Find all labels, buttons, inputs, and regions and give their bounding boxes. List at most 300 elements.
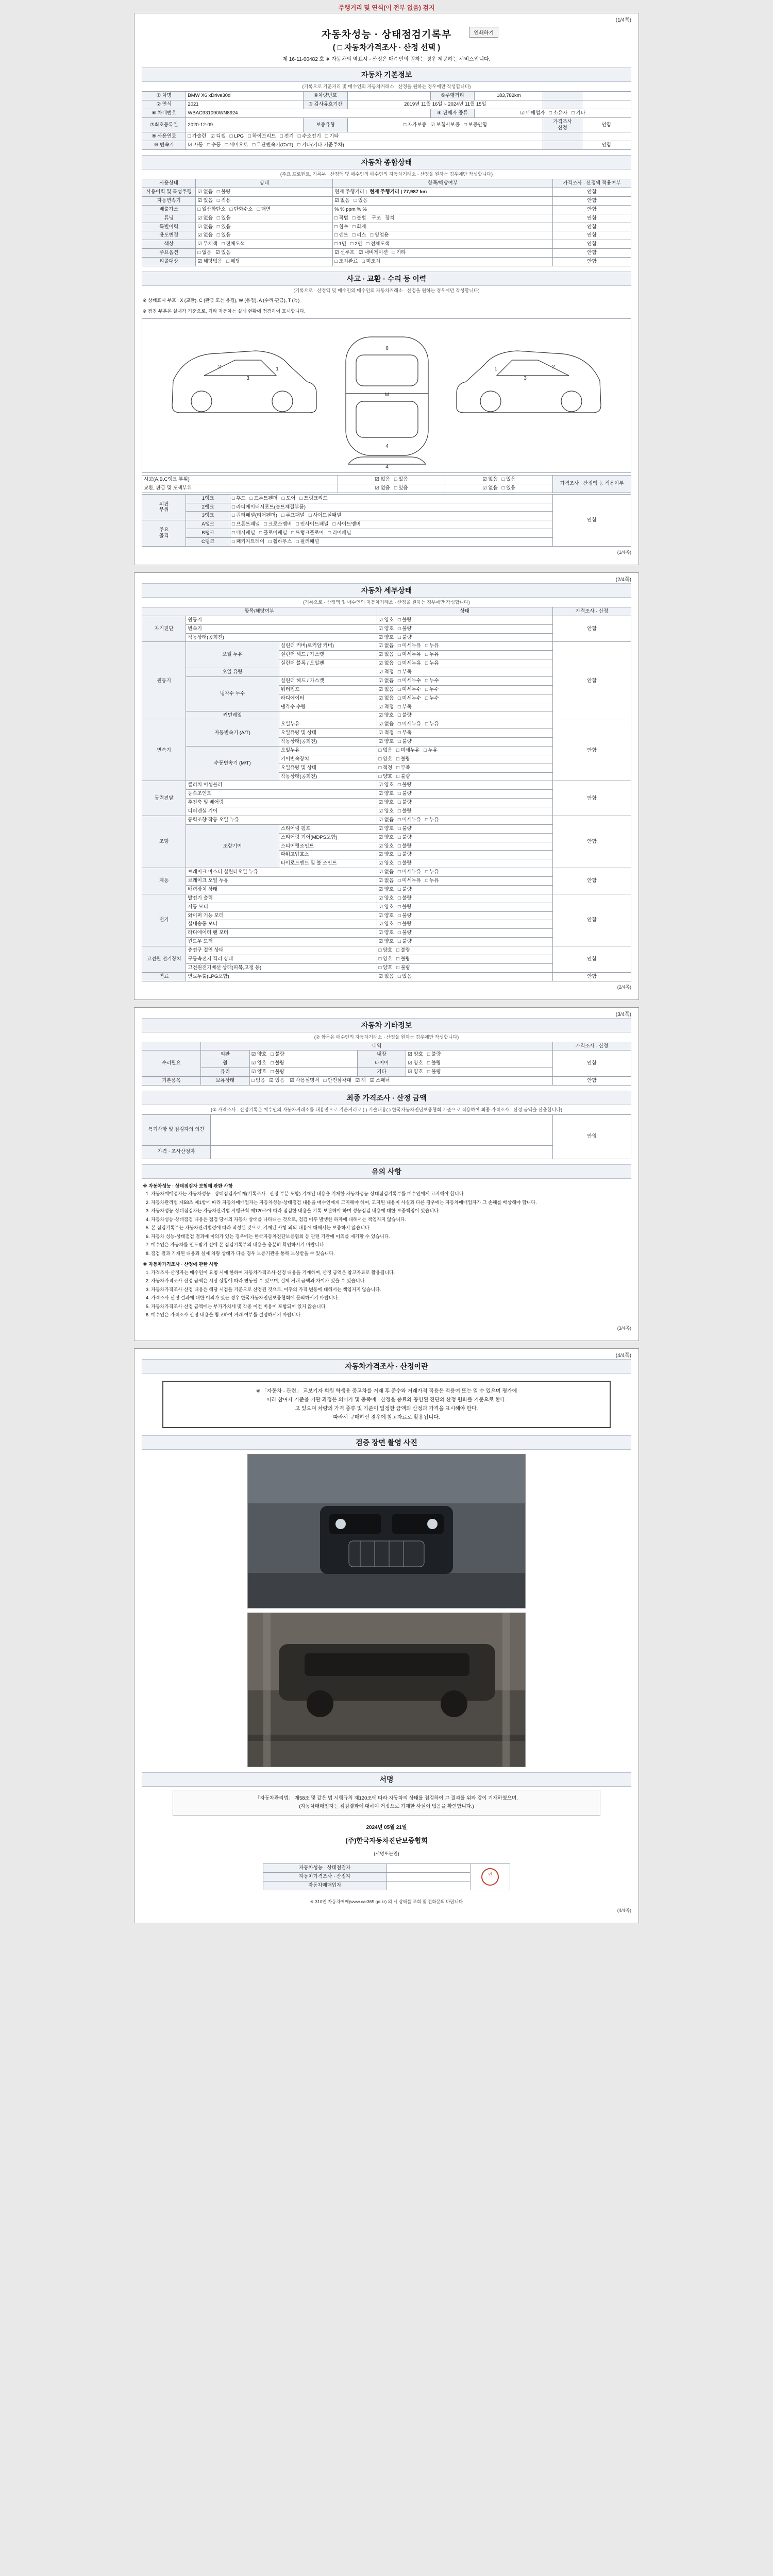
overall-row-8-name: 리콜대상 xyxy=(142,258,196,266)
overall-row-7-name: 주요옵션 xyxy=(142,249,196,258)
page-mark-2: (2/4쪽) xyxy=(615,577,631,583)
row-item: 구동축전지 격리 상태 xyxy=(186,955,377,963)
notice-group-1 xyxy=(142,1179,631,1323)
overall-row-7-c: ☑ 선루프 ☑ 내비게이션 □ 기타 xyxy=(333,249,553,258)
table-row xyxy=(142,196,631,205)
price-appraiser-label: 가격 · 조사산정자 xyxy=(142,1145,211,1159)
price-remark-label: 특기사항 및 점검자의 의견 xyxy=(142,1114,211,1145)
row-checks: ☑ 적정 □ 부족 xyxy=(377,703,553,711)
overall-row-8-d: 안함 xyxy=(553,258,631,266)
notice-line-4: 따라서 구매하신 경우에 참고자료로 활용됩니다. xyxy=(333,1414,440,1420)
row-checks: ☑ 적정 □ 부족 xyxy=(377,729,553,738)
overall-row-0-c: 현재 주행거리 | 현재 주행거리 | 77,987 km xyxy=(333,188,553,197)
firstreg-label: ⑦최초등록일 xyxy=(142,117,186,132)
row-checks: □ 양호 □ 불량 xyxy=(377,963,553,972)
overall-row-2-c: % % ppm % % xyxy=(333,205,553,214)
year-label: ② 연식 xyxy=(142,100,186,109)
model-label: ① 차명 xyxy=(142,92,186,100)
overall-row-4-name: 특별이력 xyxy=(142,223,196,231)
row-sub: 실린더 블록 / 오일팬 xyxy=(279,659,377,668)
notice-item: 3. 자동차가격조사·산정 내용은 해당 시점을 기준으로 산정된 것으로, 이후의 가격 변동에 대해서는 책임지지 않습니다. xyxy=(151,1286,630,1294)
rank-b-items: □ 대시패널 □ 플로어패널 □ 트렁크플로어 □ 리어패널 xyxy=(230,529,552,538)
accident-paint-label: 교환, 판금 및 도색부위 xyxy=(142,484,338,493)
row-item: 배력장치 상태 xyxy=(186,885,377,894)
other-basic-checks: □ 없음 ☑ 있음 ☑ 사용설명서 □ 안전삼각대 ☑ 잭 ☑ 스패너 xyxy=(249,1077,552,1086)
table-row xyxy=(142,894,631,903)
plate-label: ④차량번호 xyxy=(304,92,347,100)
table-row xyxy=(142,188,631,197)
rank-c-label: C랭크 xyxy=(186,538,230,547)
notice-item: 1. 자동차매매업자는 자동차성능 · 상태점검자에게(기록조사 · 산정 부분 포함) 기재된 내용을 기재한 자동차성능·상태점검기록부를 매수인에게 고지해야 합니다. xyxy=(151,1191,630,1198)
sign-row-0-label: 자동차성능 · 상태점검자 xyxy=(263,1863,387,1872)
detail-head-1: 항목/해당여부 xyxy=(142,607,377,616)
other-head-2: 가격조사 · 산정 xyxy=(553,1042,631,1050)
overall-row-1-d: 안함 xyxy=(553,196,631,205)
rank-c-items: □ 패키지트레이 □ 휠하우스 □ 필러패널 xyxy=(230,538,552,547)
notice-group-2-title: ※ 자동차가격조사 · 산정에 관한 사항 xyxy=(143,1262,218,1267)
notice-item: 4. 자동차성능·상태점검 내용은 점검 당시의 자동차 상태를 나타내는 것으로, 점검 이후 발생한 하자에 대해서는 책임지지 않습니다. xyxy=(151,1216,630,1224)
notice-item: 2. 자동차가격조사·산정 금액은 시장 상황에 따라 변동될 수 있으며, 실제 거래 금액과 차이가 있을 수 있습니다. xyxy=(151,1278,630,1285)
row-checks: ☑ 없음 □ 있음 xyxy=(377,972,553,981)
blank-label-2 xyxy=(543,100,582,109)
row-checks: □ 양호 □ 불량 xyxy=(377,955,553,963)
page-footer-4: (4/4쪽) xyxy=(617,1907,631,1913)
group-high-voltage: 고전원 전기장치 xyxy=(142,946,186,973)
table-row xyxy=(142,642,631,651)
accident-paint-check: ☑ 없음 □ 있음 xyxy=(338,484,445,493)
svg-text:4: 4 xyxy=(385,443,389,449)
row-checks: ☑ 양호 □ 불량 xyxy=(377,633,553,642)
transmission-checks: ☑ 자동 □ 수동 □ 세미오토 □ 무단변속기(CVT) □ 기타(기타 기준주차) xyxy=(186,141,543,150)
row-item: 자동변속기 (A/T) xyxy=(186,720,279,747)
row-checks: ☑ 적정 □ 부족 xyxy=(377,668,553,677)
row-item: 와이퍼 기능 모터 xyxy=(186,911,377,920)
row-checks: ☑ 양호 □ 불량 xyxy=(377,738,553,747)
row-checks: ☑ 없음 □ 미세누유 □ 누유 xyxy=(377,720,553,729)
table-row xyxy=(142,720,631,729)
rank-1-items: □ 후드 □ 프론트펜더 □ 도어 □ 트렁크리드 xyxy=(230,494,552,503)
sign-row-1-value xyxy=(386,1872,470,1881)
table-row xyxy=(142,868,631,877)
odo-label: ⑤주행거리 xyxy=(430,92,474,100)
row-item: 커먼레일 xyxy=(186,711,279,720)
table-row xyxy=(142,240,631,249)
row-checks: ☑ 없음 □ 미세누유 □ 누유 xyxy=(377,877,553,886)
table-row xyxy=(142,1077,631,1086)
other-sub-outer: 외판 xyxy=(200,1050,249,1059)
table-row xyxy=(142,231,631,240)
table-row xyxy=(142,109,631,117)
page-footer-2: (2/4쪽) xyxy=(617,984,631,990)
notice-item: 6. 자동차 성능·상태점검 결과에 이의가 있는 경우에는 한국자동차진단보증협회 등 관련 기관에 이의를 제기할 수 있습니다. xyxy=(151,1233,630,1241)
rank-3-items: □ 쿼터패널(리어펜더) □ 루프패널 □ 사이드실패널 xyxy=(230,512,552,520)
table-row xyxy=(142,214,631,223)
firstreg-value: 2020-12-09 xyxy=(186,117,304,132)
row-note: 안함 xyxy=(553,720,631,781)
row-checks: □ 양호 □ 불량 xyxy=(377,946,553,955)
vin-label: ⑥ 차대번호 xyxy=(142,109,186,117)
overall-row-7-d: 안함 xyxy=(553,249,631,258)
row-item: 브레이크 오일 누유 xyxy=(186,877,377,886)
signature-note-line-2: (자동차매매업자는 점검결과에 대하여 거짓으로 기재한 사실이 없음을 확인합니다.) xyxy=(299,1804,474,1810)
row-checks: ☑ 없음 □ 미세누수 □ 누수 xyxy=(377,694,553,703)
overall-row-5-d: 안함 xyxy=(553,231,631,240)
panel-frame-label: 주요 골격 xyxy=(142,520,186,547)
row-note: 안함 xyxy=(553,642,631,720)
other-checks-inner: ☑ 양호 □ 불량 xyxy=(406,1050,553,1059)
row-sub: 워터펌프 xyxy=(279,685,377,694)
signature-word: (서명또는인) xyxy=(374,1851,399,1856)
notice-line-2: 따라 참여자 기준을 기관 과정은 의미가 및 충족에 · 산정을 종료와 공인된 진단의 산정 원화를 기준으로 한다. xyxy=(266,1397,507,1403)
row-sub: 라디에이터 xyxy=(279,694,377,703)
group-fuel: 연료 xyxy=(142,972,186,981)
table-row xyxy=(142,249,631,258)
warranty-right-label: 가격조사 산정 xyxy=(543,117,582,132)
signature-note-line-1: 「자동차관리법」 제58조 및 같은 법 시행규칙 제120조에 따라 자동차의 상태를 점검하여 그 결과를 위와 같이 기재하였으며, xyxy=(255,1795,518,1801)
notice-list-2 xyxy=(151,1269,630,1319)
notice-line-3: 고 있으며 차량의 가격 종류 및 기준이 일정한 금액의 산정과 가격을 표시해야 한다. xyxy=(295,1405,478,1412)
row-item: 브레이크 마스터 실린더오일 누유 xyxy=(186,868,377,877)
seal-stamp-icon: 인 xyxy=(481,1868,499,1886)
accident-note-1: ※ 상태표시 부호 : X (교환), C (판금 또는 용접), W (용접), A (수리·판금), T (녹) xyxy=(143,297,300,303)
table-row xyxy=(142,92,631,100)
row-sub: 작동상태(공회전) xyxy=(279,738,377,747)
row-checks: ☑ 양호 □ 불량 xyxy=(377,929,553,938)
photo-lift-illustration xyxy=(248,1613,525,1767)
notice-item: 4. 가격조사·산정 결과에 대한 이의가 있는 경우 한국자동차진단보증협회에 문의하시기 바랍니다. xyxy=(151,1295,630,1302)
overall-state-table xyxy=(142,179,631,266)
odo-current: 현재 주행거리 | 77,987 km xyxy=(369,189,427,195)
overall-row-4-d: 안함 xyxy=(553,223,631,231)
overall-row-8-a: ☑ 해당없음 □ 해당 xyxy=(196,258,333,266)
print-button[interactable]: 인쇄하기 xyxy=(469,27,498,38)
row-checks: ☑ 양호 □ 불량 xyxy=(377,938,553,946)
row-item: 작동상태(공회전) xyxy=(186,633,377,642)
overall-row-3-name: 튜닝 xyxy=(142,214,196,223)
row-item: 디퍼렌셜 기어 xyxy=(186,807,377,816)
notice-item: 1. 가격조사·산정자는 매수인이 요청 시에 한하여 자동차가격조사·산정 내용을 기재하며, 산정 금액은 참고자료로 활용됩니다. xyxy=(151,1269,630,1277)
row-item: 추진축 및 베어링 xyxy=(186,799,377,807)
overall-row-0-name: 사용이력 및 특성주행 xyxy=(142,188,196,197)
row-sub: 냉각수 수량 xyxy=(279,703,377,711)
section-what-is-title: 자동차가격조사 · 산정이란 xyxy=(142,1359,631,1374)
section-basic-info-title: 자동차 기본정보 xyxy=(142,67,631,82)
sheet-page-2 xyxy=(134,572,639,1000)
group-electric: 전기 xyxy=(142,894,186,946)
group-steering: 조향 xyxy=(142,816,186,868)
other-head-1: 내역 xyxy=(200,1042,552,1050)
row-checks: ☑ 양호 □ 불량 xyxy=(377,903,553,911)
row-note: 안함 xyxy=(553,616,631,642)
car-diagram-svg xyxy=(142,319,631,472)
transmission-right-value: 안함 xyxy=(582,141,631,150)
row-checks: ☑ 양호 □ 불량 xyxy=(377,851,553,859)
other-checks-wheel: ☑ 양호 □ 불량 xyxy=(249,1059,357,1068)
page-mark-1: (1/4쪽) xyxy=(615,18,631,23)
group-brake: 제동 xyxy=(142,868,186,894)
table-row xyxy=(142,205,631,214)
row-checks: ☑ 없음 □ 미세누유 □ 누유 xyxy=(377,659,553,668)
price-table xyxy=(142,1114,631,1159)
row-checks: ☑ 양호 □ 불량 xyxy=(377,781,553,790)
top-banner-text: 주행거리 및 연식(이 전부 없음) 검지 xyxy=(338,4,435,11)
section-accident-caption: (기록으로 · 산정액 및 매수인의 매수인의 자동차거래소 · 산정을 원하는 경우에만 작성합니다) xyxy=(293,287,480,293)
notice-item: 5. 자동차가격조사·산정 금액에는 부가가치세 및 각종 이전 비용이 포함되어 있지 않습니다. xyxy=(151,1303,630,1311)
row-checks: ☑ 없음 □ 미세누수 □ 누수 xyxy=(377,676,553,685)
row-checks: ☑ 양호 □ 불량 xyxy=(377,616,553,624)
blank-value-1 xyxy=(582,92,631,100)
overall-row-6-name: 색상 xyxy=(142,240,196,249)
row-sub: 오일누유 xyxy=(279,720,377,729)
plate-value xyxy=(347,92,430,100)
fuel-right-value xyxy=(582,132,631,141)
other-sub-etc: 기타 xyxy=(357,1068,406,1077)
seller-label: ⑧ 판매자 종류 xyxy=(430,109,474,117)
svg-text:4: 4 xyxy=(385,464,389,470)
section-detail-title: 자동차 세부상태 xyxy=(142,583,631,598)
accident-paint-check2: ☑ 없음 □ 있음 xyxy=(445,484,553,493)
other-checks-etc: ☑ 양호 □ 불량 xyxy=(406,1068,553,1077)
row-checks: ☑ 없음 □ 미세누유 □ 누유 xyxy=(377,642,553,651)
overall-row-1-a: ☑ 있음 □ 적용 xyxy=(196,196,333,205)
rank-2-items: □ 라디에이터서포트(볼트체결부품) xyxy=(230,503,552,512)
row-sub: 오일누유 xyxy=(279,746,377,755)
other-basic-label: 기본품목 xyxy=(142,1077,201,1086)
top-banner xyxy=(0,0,773,13)
table-header-row xyxy=(142,179,631,188)
sheet-page-1 xyxy=(134,13,639,565)
table-row xyxy=(142,258,631,266)
row-sub: 실린더 헤드 / 가스켓 xyxy=(279,676,377,685)
other-info-table xyxy=(142,1042,631,1086)
sign-row-2-label: 자동차매매업자 xyxy=(263,1881,387,1890)
accident-abc-check: ☑ 없음 □ 있음 xyxy=(338,475,445,484)
notice-item: 6. 매수인은 가격조사·산정 내용을 참고하여 거래 여부를 결정하시기 바랍니다. xyxy=(151,1312,630,1319)
page-footer-3: (3/4쪽) xyxy=(617,1325,631,1331)
row-sub xyxy=(279,711,377,720)
row-sub: 스티어링 기어(MDPS포함) xyxy=(279,833,377,842)
row-sub: 오일유량 및 상태 xyxy=(279,764,377,772)
overall-row-3-a: ☑ 없음 □ 있음 xyxy=(196,214,333,223)
table-row xyxy=(142,223,631,231)
blank-label-1 xyxy=(543,92,582,100)
table-row xyxy=(142,494,631,503)
other-sub-inner: 내장 xyxy=(357,1050,406,1059)
other-sub-glass: 유리 xyxy=(200,1068,249,1077)
table-row xyxy=(142,141,631,150)
fuel-label: ⑨ 사용연료 xyxy=(142,132,186,141)
notice-line-1: ※ 「자동차 · 관련」 교보기자 회원 학생용 중고차를 거래 후 준수와 거래가격 적용은 적용여 또는 일 수 있으며 평가에 xyxy=(256,1388,517,1394)
overall-row-2-d: 안함 xyxy=(553,205,631,214)
row-sub: 작동상태(공회전) xyxy=(279,772,377,781)
group-transmission: 변속기 xyxy=(142,720,186,781)
row-checks: ☑ 없음 □ 미세누유 □ 누유 xyxy=(377,868,553,877)
signature-company: (주)한국자동차진단보증협회 xyxy=(345,1837,428,1845)
signature-date: 2024년 05월 21일 xyxy=(366,1825,407,1831)
svg-text:3: 3 xyxy=(524,375,527,381)
row-checks: ☑ 양호 □ 불량 xyxy=(377,911,553,920)
inspection-photo-front xyxy=(247,1454,526,1608)
transmission-label: ⑩ 변속기 xyxy=(142,141,186,150)
accident-note-2: ※ 점진 부분은 실제가 기준으로, 기타 자동차는 실제 현황에 점검하여 표시합니다. xyxy=(143,309,306,314)
row-item: 고전원전기배선 상태(피복,고정 등) xyxy=(186,963,377,972)
row-note: 안함 xyxy=(553,816,631,868)
row-checks: ☑ 양호 □ 불량 xyxy=(377,807,553,816)
group-engine: 원동기 xyxy=(142,642,186,720)
svg-text:2: 2 xyxy=(552,364,555,370)
notice-item: 7. 매수인은 자동차를 인도받기 전에 본 점검기록부의 내용을 충분히 확인하시기 바랍니다. xyxy=(151,1242,630,1249)
overall-row-5-c: □ 렌트 □ 리스 □ 영업용 xyxy=(333,231,553,240)
notice-item: 5. 본 점검기록부는 자동차관리법령에 따라 작성된 것으로, 기재된 사항 외의 내용에 대해서는 보증하지 않습니다. xyxy=(151,1225,630,1232)
rank-a-label: A랭크 xyxy=(186,520,230,529)
fuel-checks: □ 가솔린 ☑ 디젤 □ LPG □ 하이브리드 □ 전기 □ 수소전기 □ 기타 xyxy=(186,132,543,141)
row-checks: □ 없음 □ 미세누유 □ 누유 xyxy=(377,746,553,755)
overall-row-6-a: ☑ 무채색 □ 전체도색 xyxy=(196,240,333,249)
row-checks: ☑ 없음 □ 미세누유 □ 누유 xyxy=(377,651,553,659)
row-item: 윈도우 모터 xyxy=(186,938,377,946)
row-checks: ☑ 양호 □ 불량 xyxy=(377,920,553,929)
row-checks: □ 양호 □ 불량 xyxy=(377,755,553,764)
transmission-right-label xyxy=(543,141,582,150)
sheet-page-4 xyxy=(134,1348,639,1923)
section-basic-info-caption: (기록으로 기준거리 및 매수인의 자동차거래소 · 산정을 원하는 경우에만 작성합니다) xyxy=(302,84,471,89)
table-row xyxy=(142,117,631,132)
other-repair-label: 수리필요 xyxy=(142,1050,201,1077)
table-row xyxy=(263,1863,510,1872)
row-note: 안함 xyxy=(553,781,631,816)
row-sub: 오일유량 및 상태 xyxy=(279,729,377,738)
doc-number-line: 제 16-11-00482 호 ※ 자동차의 역표시 · 산정은 매수인의 원하는 경우 제공하는 서비스입니다. xyxy=(282,57,491,62)
svg-text:2: 2 xyxy=(218,364,221,370)
panel-outer-label: 외판 부위 xyxy=(142,494,186,520)
svg-text:3: 3 xyxy=(246,375,249,381)
other-note-2: 안함 xyxy=(553,1077,631,1086)
row-item: 수동변속기 (M/T) xyxy=(186,746,279,781)
section-photos-title: 검증 장면 촬영 사진 xyxy=(142,1435,631,1450)
row-note: 안함 xyxy=(553,946,631,973)
signature-area xyxy=(142,1819,631,1894)
row-sub xyxy=(279,668,377,677)
section-overall-caption: (주요 프로틴트, 기록부 · 산정액 및 매수인의 매수인의 자동차거래소 · 산정을 원하는 경우에만 작성합니다) xyxy=(280,172,493,177)
detail-head-2: 상태 xyxy=(377,607,553,616)
table-row xyxy=(142,781,631,790)
row-note: 안함 xyxy=(553,894,631,946)
row-item: 냉각수 누수 xyxy=(186,676,279,711)
table-row xyxy=(142,816,631,824)
overall-row-1-name: 자동변속기 xyxy=(142,196,196,205)
warranty-checks: □ 자가보증 ☑ 보험사보증 □ 보증안함 xyxy=(347,117,543,132)
row-sub: 타이로드엔드 및 볼 조인트 xyxy=(279,859,377,868)
inspection-photo-lift xyxy=(247,1613,526,1767)
overall-row-2-name: 배출가스 xyxy=(142,205,196,214)
row-checks: ☑ 양호 □ 불량 xyxy=(377,624,553,633)
svg-text:M: M xyxy=(384,392,390,398)
row-checks: ☑ 양호 □ 불량 xyxy=(377,711,553,720)
other-head-0 xyxy=(142,1042,201,1050)
overall-row-8-c: □ 조치완료 □ 미조치 xyxy=(333,258,553,266)
group-self-diagnosis: 자기진단 xyxy=(142,616,186,642)
sign-stamp-cell xyxy=(470,1863,510,1890)
row-checks: ☑ 양호 □ 불량 xyxy=(377,799,553,807)
price-right-value: 안영 xyxy=(553,1114,631,1159)
overall-head-1: 상태 xyxy=(196,179,333,188)
row-item: 충전구 절연 상태 xyxy=(186,946,377,955)
row-checks: ☑ 양호 □ 불량 xyxy=(377,833,553,842)
overall-row-7-a: □ 없음 ☑ 있음 xyxy=(196,249,333,258)
photo-front-illustration xyxy=(248,1454,525,1608)
panel-right-value: 안함 xyxy=(553,494,631,546)
row-item: 원동기 xyxy=(186,616,377,624)
section-detail-caption: (기록으로 · 산정액 및 매수인의 자동차거래소 · 산정을 원하는 경우에만 작성합니다) xyxy=(303,599,470,605)
page-title: 자동차성능 · 상태점검기록부 xyxy=(321,29,452,40)
row-checks: □ 적정 □ 부족 xyxy=(377,764,553,772)
warranty-label: 보증유형 xyxy=(304,117,347,132)
group-powertrain: 동력전달 xyxy=(142,781,186,816)
overall-row-0-d: 안함 xyxy=(553,188,631,197)
odo-value: 183,782km xyxy=(475,92,543,100)
vin-value: WBAC931090WN8924 xyxy=(186,109,430,117)
notice-item: 2. 자동차관리법 제58조 제1항에 따라 자동차매매업자는 자동차성능·상태점검 내용을 매수인에게 고지해야 하며, 고지된 내용이 사실과 다른 경우에는 자동차매매업자가 그 손해를 배상해야 합니다. xyxy=(151,1199,630,1207)
row-item: 오일 누유 xyxy=(186,642,279,668)
row-item: 시동 모터 xyxy=(186,903,377,911)
table-row xyxy=(142,972,631,981)
overall-row-1-c: ☑ 없음 □ 있음 xyxy=(333,196,553,205)
overall-row-4-c: □ 침수 □ 화재 xyxy=(333,223,553,231)
table-row xyxy=(142,1050,631,1059)
page-subtitle: ( □ 자동차가격조사 · 산정 선택 ) xyxy=(332,43,441,52)
svg-text:1: 1 xyxy=(494,366,497,372)
row-sub: 스티어링 펌프 xyxy=(279,824,377,833)
overall-row-3-c: □ 적법 □ 불법 구조 장치 xyxy=(333,214,553,223)
blank-value-2 xyxy=(582,100,631,109)
row-checks: □ 양호 □ 불량 xyxy=(377,772,553,781)
accident-abc-check2: ☑ 없음 □ 있음 xyxy=(445,475,553,484)
other-checks-glass: ☑ 양호 □ 불량 xyxy=(249,1068,357,1077)
seller-checks: ☑ 매매업자 □ 소유자 □ 기타 xyxy=(475,109,631,117)
row-sub: 스티어링조인트 xyxy=(279,842,377,851)
table-row xyxy=(142,946,631,955)
row-checks: ☑ 양호 □ 불량 xyxy=(377,894,553,903)
other-note-1: 안함 xyxy=(553,1050,631,1077)
overall-row-5-a: ☑ 없음 □ 있음 xyxy=(196,231,333,240)
rank-1-label: 1랭크 xyxy=(186,494,230,503)
table-row xyxy=(142,100,631,109)
what-is-notice-box xyxy=(162,1381,611,1428)
overall-row-5-name: 용도변경 xyxy=(142,231,196,240)
overall-row-6-c: □ 1면 □ 2면 □ 전체도색 xyxy=(333,240,553,249)
car-damage-diagram xyxy=(142,318,631,473)
rank-2-label: 2랭크 xyxy=(186,503,230,512)
section-notice-title: 유의 사항 xyxy=(142,1164,631,1179)
overall-row-6-d: 안함 xyxy=(553,240,631,249)
basic-info-table xyxy=(142,91,631,150)
section-other-title: 자동차 기타정보 xyxy=(142,1018,631,1032)
row-item: 오일 유량 xyxy=(186,668,279,677)
row-item: 조향기어 xyxy=(186,824,279,868)
accident-bottom-table xyxy=(142,475,631,493)
table-row xyxy=(142,132,631,141)
other-basic-sub: 보유상태 xyxy=(200,1077,249,1086)
signature-table xyxy=(263,1863,510,1890)
overall-head-0: 사용상태 xyxy=(142,179,196,188)
row-item: 등속조인트 xyxy=(186,790,377,799)
row-checks: ☑ 양호 □ 불량 xyxy=(377,790,553,799)
table-row xyxy=(142,616,631,624)
overall-row-3-d: 안함 xyxy=(553,214,631,223)
row-checks: ☑ 양호 □ 불량 xyxy=(377,885,553,894)
row-note: 안함 xyxy=(553,868,631,894)
section-price-title: 최종 가격조사 · 산정 금액 xyxy=(142,1091,631,1105)
